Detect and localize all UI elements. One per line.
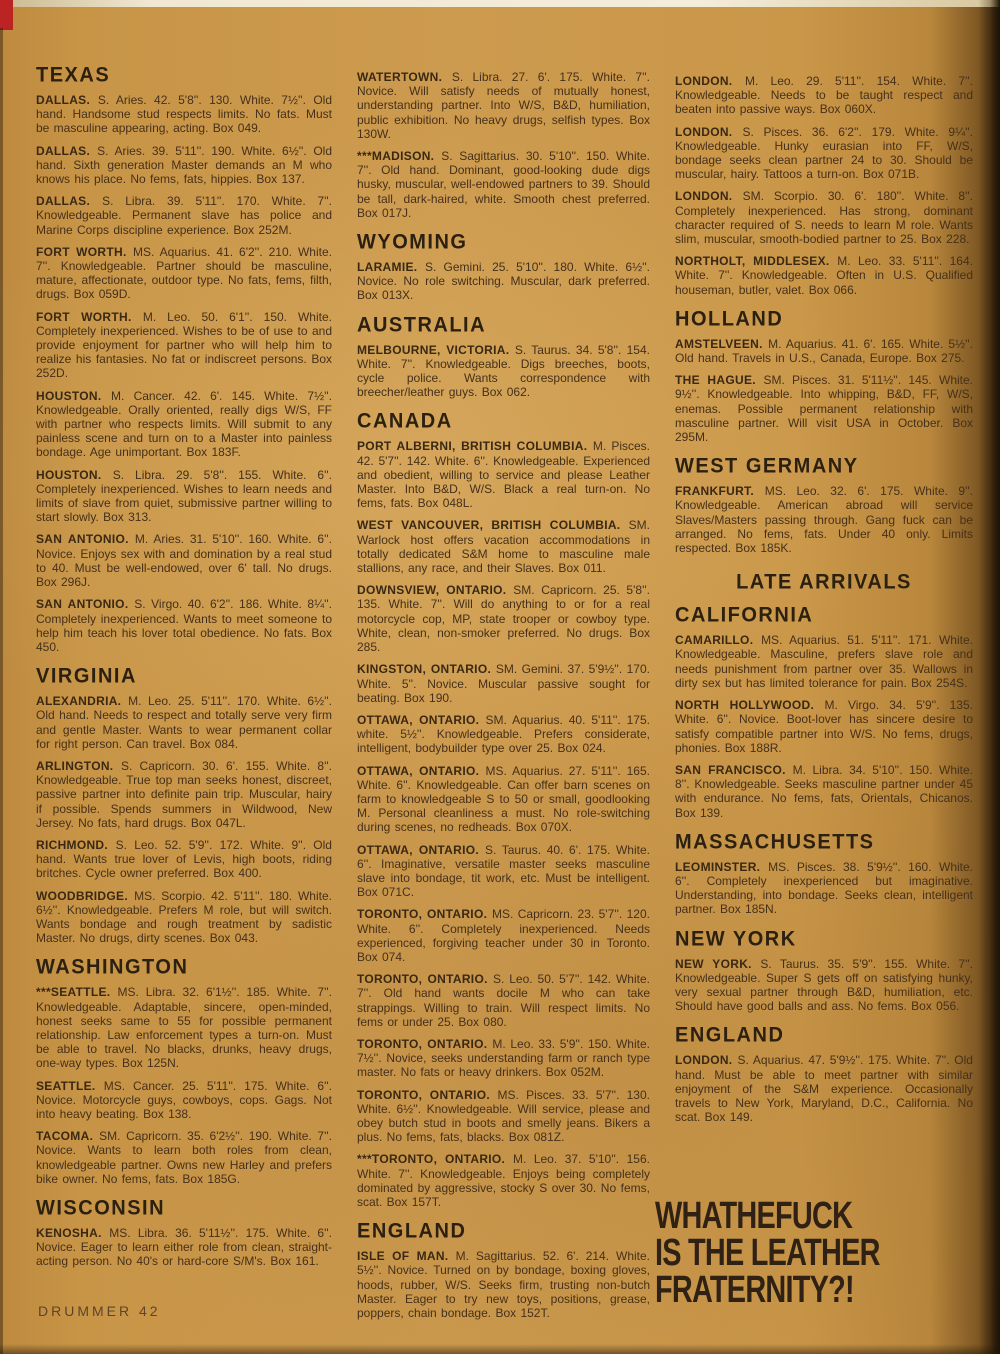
section-header: ENGLAND [357, 1219, 467, 1244]
ad-text: M. Leo. 50. 6'1''. 150. White. Completely inexperienced. Wishes to be of use to and provide enjoyment for partner who will help him to realize his fantasies. No fat or indiscreet persons. Box 252D. [36, 309, 332, 381]
ad-entry [36, 985, 332, 1070]
ad-text: MS. Leo. 32. 6'. 175. White. 9''. Knowledgeable. American abroad will service Slaves/Masters passing through. Gang fuck can be arranged. No fems, fats. Under 40 only. Limits respected. Box 185K. [675, 484, 973, 556]
ad-entry [357, 260, 650, 303]
ad-city: DALLAS. [36, 93, 98, 107]
ad-city: LARAMIE. [357, 260, 425, 275]
section-header: WYOMING [357, 230, 468, 254]
ad-entry [357, 1249, 650, 1320]
ad-text: S. Libra. 27. 6'. 175. White. 7''. Novice. Will satisfy needs of mutually honest, understanding partner. Into W/S, B&D, humiliation, public exhibition. No heavy drugs, selfish types. Box 130W. [357, 70, 650, 141]
ad-city: HOUSTON. [36, 467, 113, 482]
ad-city: MELBOURNE, VICTORIA. [357, 342, 515, 357]
ad-text: S. Taurus. 40. 6'. 175. White. 6''. Imaginative, versatile master seeks masculine slave into bondage, tit work, etc. Must be intelligent. Box 071C. [357, 842, 650, 900]
ad-city: FORT WORTH. [36, 309, 143, 324]
ad-text: SM. Capricorn. 25. 5'8''. 135. White. 7''. Will do anything to or for a real motorcycle cop, MP, state trooper or cowboy type. White, clean, non-smoker preferred. No drugs. Box 285. [357, 583, 650, 655]
ad-city: WOODBRIDGE. [36, 888, 135, 903]
ad-text: S. Leo. 52. 5'9''. 172. White. 9''. Old hand. Wants true lover of Levis, high boots, riding britches. Cycle owner preferred. Box 400. [36, 837, 332, 881]
ad-entry [357, 1037, 650, 1080]
ad-entry [36, 144, 332, 187]
section-header: AUSTRALIA [357, 312, 487, 337]
ad-entry [675, 74, 973, 117]
ad-city: SAN ANTONIO. [36, 597, 135, 612]
ad-city: CAMARILLO. [675, 633, 762, 648]
ad-text: M. Sagittarius. 52. 6'. 214. White. 5½''. Novice. Turned on by bondage, boxing gloves, hoods, rubber, W/S. Seeks firm, trusting non-butch Master. Eager to try new toys, positions, grease, poppers, chain bondage. Box 152T. [357, 1249, 650, 1321]
ad-city: THE HAGUE. [675, 373, 764, 388]
ad-city: TORONTO, ONTARIO. [357, 1036, 493, 1051]
ad-text: M. Aquarius. 41. 6'. 165. White. 5½''. Old hand. Travels in U.S., Canada, Europe. Box 275. [675, 336, 974, 366]
ad-text: SM. Warlock host offers vacation accommodations in totally dedicated S&M home to masculine male stallions, any race, and their Slaves. Box 011. [357, 518, 650, 576]
ad-text: S. Gemini. 25. 5'10''. 180. White. 6½''. Novice. No role switching. Muscular, dark preferred. Box 013X. [357, 260, 651, 303]
ad-city: KINGSTON, ONTARIO. [357, 662, 496, 677]
ad-text: S. Libra. 29. 5'8''. 155. White. 6''. Completely inexperienced. Wishes to learn needs and limits of slave from quiet, submissive partner willing to start slowly. Box 313. [36, 467, 332, 525]
ad-city: LEOMINSTER. [675, 859, 769, 874]
ad-entry [357, 662, 650, 705]
ad-entry [36, 194, 332, 237]
ad-city: DALLAS. [36, 143, 98, 158]
leather-fraternity-headline [655, 1195, 880, 1311]
top-edge-strip [0, 0, 1000, 7]
ad-text: M. Aries. 31. 5'10''. 160. White. 6''. Novice. Enjoys sex with and domination by a real stud to 40. Must be well-endowed, over 6' tall. No drugs. Box 296J. [36, 532, 332, 590]
ad-text: MS. Capricorn. 23. 5'7''. 120. White. 6''. Completely inexperienced. Needs experienced, forgiving teacher under 30 in Toronto. Box 074. [357, 907, 650, 964]
ad-text: S. Capricorn. 30. 6'. 155. White. 8''. Knowledgeable. True top man seeks honest, discreet, passive partner into definite pain trip. Muscular, hairy if possible. Spends summers in Wildwood, New Jersey. No fats, hard drugs. Box 047L. [36, 758, 332, 830]
ad-city: OTTAWA, ONTARIO. [357, 712, 486, 727]
ad-city: LONDON. [675, 1053, 738, 1068]
ad-text: M. Libra. 34. 5'10''. 150. White. 8''. Knowledgeable. Seeks masculine partner under 45 with endurance. No fems, fats, Orientals, Chicanos. Box 139. [675, 762, 973, 820]
ad-city: KENOSHA. [36, 1226, 110, 1240]
ad-entry [36, 889, 332, 946]
ad-text: MS. Aquarius. 51. 5'11''. 171. White. Knowledgeable. Masculine, prefers slave role and needs punishment from partner over 35. Wallows in dirty sex but has limited tolerance for pain. Box 254S. [675, 633, 973, 690]
ad-entry [36, 468, 332, 525]
ad-city: RICHMOND. [36, 837, 116, 852]
ad-text: SM. Aquarius. 40. 5'11''. 175. white. 5½''. Knowledgeable. Prefers considerate, intelligent, bodybuilder type over 25. Box 024. [357, 712, 650, 756]
ad-text: MS. Pisces. 33. 5'7''. 130. White. 6½''. Knowledgeable. Will service, please and obey butch stud in boots and smelly jeans. Bikers a plus. No fems, fats, blacks. Box 081Z. [357, 1087, 650, 1145]
ad-city: TORONTO, ONTARIO. [357, 1087, 498, 1102]
section-header: CANADA [357, 409, 453, 434]
section-header: WISCONSIN [36, 1196, 166, 1220]
ad-entry [36, 1129, 332, 1186]
ad-entry [36, 1079, 332, 1122]
ad-entry [357, 439, 650, 510]
ad-entry [36, 694, 332, 751]
ad-city: LONDON. [675, 74, 745, 88]
ad-city: ***TORONTO, ONTARIO. [357, 1152, 513, 1167]
ad-city: DALLAS. [36, 194, 103, 209]
classifieds-columns [36, 63, 974, 1328]
ad-text: M. Pisces. 42. 5'7''. 142. White. 6''. Knowledgeable. Experienced and obedient, willing to service and please Leather Master. Into B&D, W/S. Black a real turn-on. No fems, fats. Box 048L. [357, 439, 651, 511]
ad-city: NORTH HOLLYWOOD. [675, 698, 825, 713]
ad-city: SEATTLE. [36, 1078, 104, 1093]
ad-entry [357, 1152, 650, 1209]
ad-entry [357, 1088, 650, 1145]
ad-city: TACOMA. [36, 1129, 100, 1144]
section-header: WEST GERMANY [675, 454, 859, 479]
ad-city: LONDON. [675, 124, 743, 139]
ad-entry [36, 389, 332, 460]
ad-entry [36, 245, 332, 302]
ad-city: ***SEATTLE. [36, 985, 118, 1000]
ad-text: S. Aquarius. 47. 5'9½''. 175. White. 7''. Old hand. Must be able to meet partner with similar enjoyment of the S&M experience. Occasionally travels to New York, Maryland, D.C., California. No scat. Box 149. [675, 1053, 973, 1125]
ad-text: M. Leo. 33. 5'11''. 164. White. 7''. Knowledgeable. Often in U.S. Qualified houseman, butler, valet. Box 066. [675, 254, 973, 297]
ad-entry [36, 597, 332, 654]
ad-entry [357, 843, 650, 900]
column-1 [36, 64, 332, 1328]
ad-entry [36, 310, 332, 381]
ad-city: WATERTOWN. [357, 70, 452, 84]
ad-city: WEST VANCOUVER, BRITISH COLUMBIA. [357, 518, 629, 533]
ad-entry [675, 957, 973, 1014]
ad-text: MS. Aquarius. 27. 5'11''. 165. White. 6''. Knowledgeable. Can offer barn scenes on farm to knowledgeable S to 50 or small, goodlooking M. Personal cleanliness a must. No role-switching during scenes, no redheads. Box 070X. [357, 763, 650, 835]
ad-text: S. Taurus. 35. 5'9''. 155. White. 7''. Knowledgeable. Super S gets off on satisfying hunky, very sexual partner through B&D, humiliation, etc. Should have good balls and ass. No fems. Box 056. [675, 956, 973, 1014]
ad-entry [675, 373, 973, 444]
ad-text: S. Aries. 42. 5'8''. 130. White. 7½''. Old hand. Handsome stud respects limits. No fats. Must be masculine appearing, acting. Box 049. [36, 93, 333, 136]
ad-city: TORONTO, ONTARIO. [357, 907, 492, 922]
ad-city: OTTAWA, ONTARIO. [357, 763, 486, 778]
ad-text: SM. Capricorn. 35. 6'2½''. 190. White. 7''. Novice. Wants to learn both roles from clean, knowledgeable partner. Owns new Harley and prefers bike owner. No fems, fats. Box 185G. [36, 1129, 333, 1186]
column-3 [675, 64, 973, 1328]
ad-city: NEW YORK. [675, 956, 761, 971]
ad-text: MS. Pisces. 38. 5'9½''. 160. White. 6''. Completely inexperienced but imaginative. Understanding, into bondage. Seeks clean, intelligent partner. Box 185N. [675, 859, 974, 917]
section-header: TEXAS [36, 63, 111, 87]
section-header: VIRGINIA [36, 664, 137, 688]
ad-text: MS. Scorpio. 42. 5'11''. 180. White. 6½''. Knowledgeable. Prefers M role, but will switch. Wants bondage and rough treatment by sadistic Master. No drugs, dirty scenes. Box 043. [36, 888, 332, 946]
ad-text: SM. Pisces. 31. 5'11½''. 145. White. 9½''. Knowledgeable. Into whipping, B&D, FF, W/S, enemas. Possible permanent relationship with masculine partner. Will visit USA in October. Box 295M. [675, 373, 973, 445]
ad-entry [357, 713, 650, 756]
ad-city: ARLINGTON. [36, 758, 121, 773]
ad-text: M. Leo. 37. 5'10''. 156. White. 7''. Knowledgeable. Enjoys being completely dominated by aggressive, stocky S over 30. No fems, scat. Box 157T. [357, 1152, 650, 1209]
section-header: LATE ARRIVALS [736, 570, 912, 595]
ad-text: M. Cancer. 42. 6'. 145. White. 7½''. Knowledgeable. Orally oriented, really digs W/S, FF with partner who respects limits. Will submit to any painless scene and turn on to a Master into painless bondage. Age unimportant. Box 183F. [36, 388, 332, 460]
ad-entry [36, 838, 332, 881]
ad-text: MS. Libra. 32. 6'1½''. 185. White. 7''. Knowledgeable. Adaptable, sincere, open-minded, honest seeks same to 55 for possible permanent relationship. Law enforcement types a turn-on. Must be able to travel. No blacks, drunks, heavy drugs, one-way types. Box 125N. [36, 985, 332, 1071]
ad-entry [675, 189, 973, 246]
ad-text: S. Aries. 39. 5'11''. 190. White. 6½''. Old hand. Sixth generation Master demands an M who knows his place. No fems, fats, hippies. Box 137. [36, 143, 333, 187]
ad-entry [357, 583, 650, 654]
section-header: MASSACHUSETTS [675, 829, 875, 854]
ad-entry [675, 763, 973, 820]
ad-entry [675, 633, 973, 690]
section-header: NEW YORK [675, 926, 797, 951]
ad-entry [36, 93, 332, 136]
ad-entry [675, 125, 973, 182]
ad-city: FRANKFURT. [675, 484, 765, 499]
ad-entry [357, 70, 650, 141]
ad-city: SAN ANTONIO. [36, 532, 135, 547]
section-header: ENGLAND [675, 1023, 785, 1048]
ad-text: MS. Aquarius. 41. 6'2''. 210. White. 7''. Knowledgeable. Partner should be masculine, mature, affectionate, outdoor type. No fats, fems, filth, drugs. Box 059D. [36, 244, 332, 302]
ad-entry [357, 149, 650, 220]
ad-entry [357, 907, 650, 964]
ad-entry [36, 759, 332, 830]
ad-text: SM. Gemini. 37. 5'9½''. 170. White. 5''. Novice. Muscular passive sought for beating. Box 190. [357, 662, 650, 705]
ad-city: TORONTO, ONTARIO. [357, 972, 493, 987]
ad-city: NORTHOLT, MIDDLESEX. [675, 254, 838, 269]
section-header: HOLLAND [675, 306, 784, 331]
ad-text: S. Libra. 39. 5'11''. 170. White. 7''. Knowledgeable. Permanent slave has police and Marine Corps discipline experience. Box 252M. [36, 194, 332, 237]
ad-text: SM. Scorpio. 30. 6'. 180''. White. 8''. Completely inexperienced. Has strong, dominant character required of S. needs to learn M role. Wants slim, muscular, smooth-bodied partner to 25. Box 228. [675, 189, 973, 247]
ad-city: ALEXANDRIA. [36, 694, 129, 709]
ad-text: S. Pisces. 36. 6'2''. 179. White. 9¼''. Knowledgeable. Hunky eurasian into FF, W/S, bondage seeks clean partner 24 to 30. Should be muscular, hairy. Tattoos a turn-on. Box 071B. [675, 124, 973, 182]
ad-city: DOWNSVIEW, ONTARIO. [357, 583, 514, 598]
ad-entry [675, 337, 973, 365]
page-footer-magazine-number: DRUMMER 42 [38, 1303, 161, 1319]
left-edge-shadow [0, 28, 3, 1354]
ad-entry [357, 972, 650, 1029]
ad-city: ***MADISON. [357, 149, 442, 164]
headline-line-3: FRATERNITY?! [655, 1269, 854, 1311]
ad-text: S. Leo. 50. 5'7''. 142. White. 7''. Old hand wants docile M who can take strappings. Willing to train. Will respect limits. No fems or under 25. Box 080. [357, 972, 650, 1029]
ad-entry [36, 1226, 332, 1269]
ad-city: FORT WORTH. [36, 244, 133, 259]
ad-text: S. Taurus. 34. 5'8''. 154. White. 7''. Knowledgeable. Digs breeches, boots, cycle police. Wants correspondence with breecher/leather guys. Box 062. [357, 342, 650, 400]
ad-entry [357, 764, 650, 835]
section-header: CALIFORNIA [675, 603, 814, 628]
ad-entry [675, 254, 973, 297]
ad-city: SAN FRANCISCO. [675, 762, 793, 777]
ad-text: M. Leo. 29. 5'11''. 154. White. 7''. Knowledgeable. Needs to be taught respect and beaten into passive ways. Box 060X. [675, 74, 973, 117]
ad-entry [675, 698, 973, 755]
ad-entry [357, 518, 650, 575]
ad-text: S. Virgo. 40. 6'2''. 186. White. 8¼''. Completely inexperienced. Wants to meet someone to help him teach his lover total obedience. No fats. Box 450. [36, 597, 333, 654]
ad-text: M. Leo. 25. 5'11''. 170. White. 6½''. Old hand. Needs to respect and totally serve very firm and gentle Master. Wants to wear permanent collar for right person. Can travel. Box 084. [36, 694, 333, 751]
ad-city: LONDON. [675, 189, 743, 204]
ad-entry [36, 532, 332, 589]
ad-entry [357, 343, 650, 400]
ad-entry [675, 1053, 973, 1124]
ad-text: M. Virgo. 34. 5'9''. 135. White. 6''. Novice. Boot-lover has sincere desire to satisfy compatible partner into W/S. No fems, drugs, phonies. Box 188R. [675, 698, 973, 755]
ad-text: M. Leo. 33. 5'9''. 150. White. 7½''. Novice, seeks understanding farm or ranch type master. No fats or heavy drinkers. Box 052M. [357, 1036, 650, 1080]
bottom-edge-shadow [0, 1344, 1000, 1354]
ad-text: MS. Libra. 36. 5'11½''. 175. White. 6''. Novice. Eager to learn either role from clean, straight-acting person. No 40's or hard-core S/M's. Box 161. [36, 1226, 333, 1269]
column-2 [357, 64, 650, 1328]
ad-city: PORT ALBERNI, BRITISH COLUMBIA. [357, 439, 593, 454]
ad-entry [675, 484, 973, 555]
ad-city: HOUSTON. [36, 388, 112, 403]
right-edge-shadow [978, 0, 1000, 1354]
headline-line-2: IS THE LEATHER [655, 1232, 880, 1274]
ad-text: S. Sagittarius. 30. 5'10''. 150. White. 7''. Old hand. Dominant, good-looking dude digs husky, muscular, well-endowed partners to 39. Should be tall, dark-haired, white. Smooth chest preferred. Box 017J. [357, 149, 650, 220]
section-header: WASHINGTON [36, 955, 189, 980]
ad-city: OTTAWA, ONTARIO. [357, 842, 485, 857]
ad-city: ISLE OF MAN. [357, 1249, 456, 1264]
red-corner-mark [0, 0, 13, 30]
ad-city: AMSTELVEEN. [675, 336, 769, 351]
ad-entry [675, 860, 973, 917]
ad-text: MS. Cancer. 25. 5'11''. 175. White. 6''. Novice. Motorcycle guys, cowboys, cops. Gags. Not into heavy beating. Box 138. [36, 1078, 332, 1121]
headline-line-1: WHATHEFUCK [655, 1195, 853, 1237]
